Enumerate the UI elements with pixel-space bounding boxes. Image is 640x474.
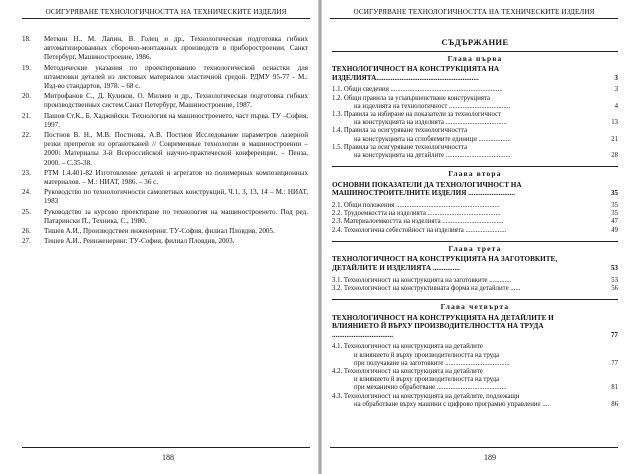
chapter-label: Глава втора (448, 169, 502, 179)
running-head: ОСИГУРЯВАНЕ ТЕХНОЛОГИЧНОСТТА НА ТЕХНИЧЕСКИТЕ ИЗДЕЛИЯ (22, 8, 310, 19)
section-title: 3.1. Технологичност на конструкцията на заготовките ............. (332, 276, 512, 284)
section-page-number: 4 (614, 102, 618, 110)
toc-section-row[interactable] (332, 144, 618, 152)
section-title: и влиянието й върху производителността на труда (354, 351, 500, 359)
section-title: 4.1. Технологичност на конструкцията на детайлите (332, 343, 483, 351)
toc-section-row[interactable] (332, 202, 618, 210)
chapter-title-row[interactable] (332, 65, 618, 82)
toc-section-row[interactable] (332, 86, 618, 94)
toc-section-row[interactable] (332, 227, 618, 235)
reference-item (22, 188, 308, 206)
reference-item (22, 237, 308, 246)
chapter-title-row[interactable] (332, 181, 618, 198)
toc-section-row[interactable] (332, 401, 618, 409)
reference-text: Тишев А.И., Производствен инженеринг. ТУ-София, филиал Пловдив, 2005. (44, 227, 275, 236)
section-title: на изделията на технологичност .................................... (354, 102, 511, 110)
toc-chapter (332, 299, 618, 409)
reference-number: 20. (22, 92, 31, 101)
section-title: 4.2. Технологичност на конструкцията на детайлите (332, 367, 483, 375)
page-number: 188 (162, 453, 174, 462)
section-page-number: 81 (611, 384, 618, 392)
toc-section-row[interactable] (332, 277, 618, 285)
reference-number: 21. (22, 111, 31, 120)
toc-section-row[interactable] (332, 95, 618, 103)
chapter-title-row[interactable] (332, 255, 618, 272)
toc-body (332, 51, 618, 409)
reference-list (22, 35, 308, 247)
section-page-number: 28 (611, 152, 618, 159)
section-title: и влиянието й върху производителността на труда (354, 376, 500, 384)
toc-section-row[interactable] (332, 103, 618, 111)
reference-number: 25. (22, 207, 31, 216)
section-title: 2.1. Общи положения ............................................................. (332, 201, 500, 209)
section-title: 1.4. Правила за осигуряване технологичността (332, 127, 468, 135)
reference-item (22, 35, 308, 63)
toc-section-row[interactable] (332, 119, 618, 127)
chapter-label: Глава първа (447, 53, 503, 63)
section-title: при получаване на заготовките ...................................... (354, 359, 510, 367)
toc-section-row[interactable] (332, 152, 618, 160)
page-number: 189 (484, 453, 496, 462)
toc-section-row[interactable] (332, 343, 618, 351)
chapter-title: ОСНОВНИ ПОКАЗАТЕЛИ ДА ТЕХНОЛОГИЧНОСТ НА МАШИНОСТРОИТЕЛНИТЕ ИЗДЕЛИЯ .......................... (332, 180, 522, 198)
reference-text: Тишев А.И., Реинженеринг. ТУ-София, филиал Пловдив, 2003. (44, 237, 235, 246)
toc-section-row[interactable] (332, 393, 618, 401)
toc-section-row[interactable] (332, 368, 618, 376)
section-title: 1.5. Правила за осигуряване технологичността (332, 143, 468, 151)
footer-rule (330, 447, 618, 448)
footer-rule (22, 447, 310, 448)
toc-title: СЪДЪРЖАНИЕ (441, 37, 509, 47)
toc-chapter (332, 241, 618, 293)
reference-text: Меткин Н., М. Лапин, В. Голец и др., Технологическая подготовка гибких автоматизированных сборочно-монтажных производств в приборостроении. Санкт Петербург, Машиностроение, 1986. (44, 35, 308, 62)
toc-section-row[interactable] (332, 285, 618, 293)
table-of-contents (332, 38, 618, 415)
reference-text: РТМ 1.4.401-82 Изготовление деталей и агрегатов из полимерных композиционных материалов. – М.: НИАТ, 1986. – 36 с. (44, 168, 308, 187)
section-title: 2.4. Технологична себестойност на изделията ........................ (332, 226, 507, 234)
toc-section-row[interactable] (332, 376, 618, 384)
reference-item (22, 92, 308, 110)
chapter-page-number: 77 (610, 330, 618, 339)
chapter-page-number: 3 (614, 73, 618, 82)
reference-number: 18. (22, 35, 31, 43)
toc-chapter (332, 51, 618, 161)
chapter-title: ТЕХНОЛОГИЧНОСТ НА КОНСТРУКЦИЯТА НА ЗАГОТОВКИТЕ, ДЕТАЙЛИТЕ И ИЗДЕЛИЯТА ............... (332, 255, 558, 272)
section-title: на обработване върху машини с цифрово програмно управление .... (354, 400, 550, 408)
section-title: на конструкцията на детайлите ...................................... (354, 152, 511, 159)
section-page-number: 47 (611, 218, 618, 226)
section-page-number: 77 (611, 359, 618, 367)
chapter-label: Глава четвърта (440, 301, 510, 311)
toc-section-row[interactable] (332, 360, 618, 368)
reference-item (22, 131, 308, 168)
reference-text: Постнов В. Н., М.В. Постнова, А.В. Постнов Исследование параметров лазерной резки препрегов из органотканей // Современные технологии в машиностроении – 2000: Материалы 3-й Всероссийской научно-практической конференции. - Пенза, 2000. – С.35-38. (44, 131, 308, 167)
reference-text: Митрофанов С., Д. Куликов, О. Миляев и др., Технологическая подготовка гибких производственных систем.Санкт Петербург, Машиностроение, 1987. (44, 92, 308, 110)
section-page-number: 49 (611, 226, 618, 234)
section-page-number: 13 (611, 119, 618, 127)
section-page-number: 35 (611, 210, 618, 218)
toc-section-row[interactable] (332, 352, 618, 360)
reference-number: 27. (22, 237, 31, 246)
reference-text: Руководство за курсово проектиране по технология на машиностроенето. Под ред. Патарински П., Техника, С., 1980. (44, 207, 308, 225)
toc-section-row[interactable] (332, 111, 618, 119)
chapter-title: ТЕХНОЛОГИЧНОСТ НА КОНСТРУКЦИЯТА НА ДЕТАЙЛИТЕ И ВЛИЯНИЕТО Й ВЪРХУ ПРОИЗВОДИТЕЛНОСТТА НА ТРУДА .................................. (332, 313, 554, 339)
left-page (0, 0, 318, 474)
section-page-number: 21 (611, 135, 618, 143)
section-title: 2.2. Трудоемкостта на изделията ........................................... (332, 210, 501, 218)
toc-chapter (332, 166, 618, 235)
chapter-label: Глава трета (448, 243, 502, 253)
chapter-page-number: 35 (610, 189, 618, 198)
section-title: 1.3. Правила за избиране на показатели за технологичност (332, 110, 502, 118)
reference-number: 19. (22, 63, 31, 72)
chapter-title: ТЕХНОЛОГИЧНОСТ НА КОНСТРУКЦИЯТА НА ИЗДЕЛИЯТА......................................................... (332, 65, 500, 82)
reference-number: 24. (22, 188, 31, 197)
reference-item (22, 112, 308, 130)
reference-item (22, 169, 308, 187)
section-page-number: 86 (611, 400, 618, 408)
section-title: на конструкцията на сглобяемите единици ................... (354, 135, 511, 143)
reference-number: 23. (22, 168, 31, 177)
section-title: 4.3. Технологичност на конструкцията на детайлите, подлежащи (332, 392, 520, 400)
section-title: 3.2. Технологичност на конструктивната форма на детайлите ...... (332, 284, 521, 292)
section-page-number: 3 (614, 86, 618, 94)
reference-text: Руководство по технологичности самолетных конструкций, Ч.1, 3, 13, 14 – М.: НИАТ, 1983 (44, 188, 308, 206)
reference-text: Пашов Ст.К., Б. Хаджийски. Технология на машиностроенето, част първа. ТУ –София, 1997. (44, 111, 308, 129)
section-title: 1.1. Общи сведения .................................................................. (332, 86, 503, 94)
section-title: 2.3. Материалоемкостта на изделията .................................... (332, 218, 504, 226)
reference-text: Методические указания по проектированию технологической оснастки для штамповки деталей из листовых материалов эластичной средой. РДМУ 95-77 - М.: Изд-во стандартов, 1978. – 68 с. (44, 63, 308, 91)
reference-item (22, 227, 308, 236)
reference-number: 22. (22, 131, 31, 140)
section-title: 1.2. Общи правила за усъвършенстване конструкцията (332, 94, 491, 102)
toc-section-row[interactable] (332, 384, 618, 392)
section-title: при механично обработване ......................................... (354, 384, 507, 392)
chapter-page-number: 53 (610, 263, 618, 272)
chapter-title-row[interactable] (332, 314, 618, 340)
reference-number: 26. (22, 227, 31, 236)
section-page-number: 56 (611, 284, 618, 292)
toc-section-row[interactable] (332, 127, 618, 135)
reference-item (22, 208, 308, 226)
section-page-number: 53 (611, 276, 618, 284)
reference-item (22, 64, 308, 92)
toc-section-row[interactable] (332, 210, 618, 218)
right-page (322, 0, 640, 474)
running-head: ОСИГУРЯВАНЕ ТЕХНОЛОГИЧНОСТТА НА ТЕХНИЧЕСКИТЕ ИЗДЕЛИЯ (330, 8, 618, 19)
section-page-number: 35 (611, 201, 618, 209)
section-title: на конструкцията на изделията .................................... (354, 119, 507, 127)
toc-section-row[interactable] (332, 218, 618, 226)
toc-section-row[interactable] (332, 136, 618, 144)
